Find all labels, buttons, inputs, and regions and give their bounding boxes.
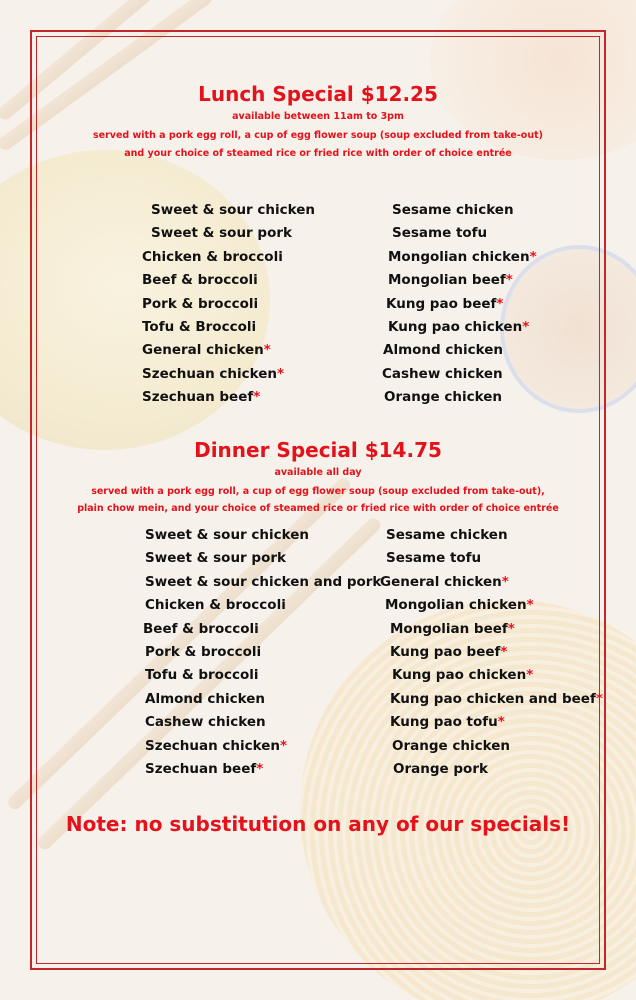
lunch-description-line1: served with a pork egg roll, a cup of egg flower soup (soup excluded from take-out) [93, 130, 543, 141]
spicy-star-marker: * [263, 342, 271, 359]
menu-item-name: Orange chicken [392, 737, 510, 754]
menu-item-name: Kung pao beef [390, 644, 501, 660]
menu-item-name: Kung pao tofu [390, 714, 498, 731]
dinner-menu-item [390, 621, 515, 637]
spicy-star-marker: * [500, 644, 508, 660]
menu-item-name: Mongolian chicken [388, 248, 530, 265]
lunch-menu-item [392, 202, 514, 218]
lunch-menu-item [142, 342, 271, 358]
menu-item-name: Kung pao beef [386, 295, 497, 312]
lunch-menu-item [142, 389, 260, 405]
menu-item-name: General chicken [380, 573, 502, 590]
menu-item-name: Sweet & sour chicken [145, 527, 310, 543]
menu-item-name: Orange pork [393, 761, 488, 777]
dinner-menu-item [145, 738, 287, 754]
lunch-menu-item [388, 319, 529, 335]
dinner-description-line1: served with a pork egg roll, a cup of egg flower soup (soup excluded from take-out), [91, 486, 545, 497]
lunch-description-line2: and your choice of steamed rice or fried rice with order of choice entrée [124, 148, 512, 159]
menu-item-name: Sweet & sour pork [145, 550, 286, 567]
dinner-menu-item [390, 691, 603, 707]
spicy-star-marker: * [497, 714, 505, 731]
menu-item-name: Sesame tofu [392, 225, 488, 242]
menu-item-name: Beef & broccoli [142, 272, 258, 289]
dinner-menu-item [392, 738, 510, 754]
dinner-menu-item [393, 761, 488, 777]
menu-item-name: Tofu & Broccoli [142, 319, 257, 335]
menu-item-name: Szechuan beef [142, 389, 254, 406]
menu-item-name: Szechuan chicken [142, 365, 278, 382]
menu-item-name: Beef & broccoli [143, 620, 259, 637]
menu-item-name: Kung pao chicken [388, 319, 523, 335]
menu-item-name: Mongolian beef [388, 272, 506, 289]
menu-item-name: Pork & broccoli [145, 644, 262, 660]
dinner-menu-item [390, 644, 507, 660]
menu-item-name: Cashew chicken [145, 714, 266, 731]
menu-item-name: Almond chicken [383, 342, 504, 359]
dinner-menu-item [145, 597, 286, 613]
dinner-title: Dinner Special $14.75 [194, 438, 442, 462]
lunch-menu-item [142, 296, 258, 312]
lunch-menu-item [392, 225, 487, 241]
menu-item-name: Cashew chicken [382, 365, 503, 382]
dinner-menu-item [145, 574, 381, 590]
spicy-star-marker: * [526, 597, 534, 614]
spicy-star-marker: * [501, 573, 509, 590]
dinner-menu-item [143, 621, 259, 637]
menu-item-name: Almond chicken [145, 690, 266, 707]
dinner-description-line2: plain chow mein, and your choice of steamed rice or fried rice with order of choice entrée [77, 503, 559, 514]
dinner-menu-item [392, 667, 533, 683]
menu-item-name: Sesame tofu [386, 550, 482, 567]
menu-item-name: Sesame chicken [386, 527, 508, 543]
spicy-star-marker: * [496, 295, 504, 312]
lunch-menu-item [388, 272, 513, 288]
lunch-menu-item [151, 225, 292, 241]
menu-item-name: General chicken [142, 342, 264, 359]
dinner-menu-item [145, 714, 266, 730]
lunch-menu-item [142, 249, 283, 265]
menu-item-name: Mongolian chicken [385, 597, 527, 614]
menu-item-name: Orange chicken [384, 389, 502, 406]
spicy-star-marker: * [526, 667, 534, 684]
dinner-menu-item [386, 550, 481, 566]
spicy-star-marker: * [529, 248, 537, 265]
menu-item-name: Mongolian beef [390, 620, 508, 637]
menu-item-name: Sweet & sour chicken and pork [145, 573, 382, 590]
menu-item-name: Pork & broccoli [142, 295, 259, 312]
menu-item-name: Chicken & broccoli [145, 597, 286, 614]
lunch-menu-item [151, 202, 315, 218]
dinner-menu-item [145, 761, 263, 777]
lunch-title: Lunch Special $12.25 [198, 82, 438, 106]
dinner-menu-item [390, 714, 505, 730]
lunch-menu-item [384, 389, 502, 405]
dinner-availability: available all day [274, 467, 362, 478]
spicy-star-marker: * [280, 737, 288, 754]
menu-item-name: Szechuan chicken [145, 737, 281, 754]
dinner-menu-item [145, 644, 261, 660]
dinner-menu-item [145, 667, 258, 683]
dinner-menu-item [145, 550, 286, 566]
menu-item-name: Chicken & broccoli [142, 248, 283, 265]
menu-item-name: Sweet & sour pork [151, 225, 292, 242]
menu-item-name: Szechuan beef [145, 761, 257, 777]
menu-item-name: Tofu & broccoli [145, 667, 259, 684]
dinner-menu-item [145, 527, 309, 543]
menu-item-name: Sweet & sour chicken [151, 202, 316, 218]
spicy-star-marker: * [277, 365, 285, 382]
spicy-star-marker: * [522, 319, 530, 335]
lunch-menu-item [388, 249, 537, 265]
dinner-menu-item [380, 574, 509, 590]
lunch-menu-item [142, 272, 258, 288]
spicy-star-marker: * [256, 761, 264, 777]
lunch-menu-item [142, 366, 284, 382]
spicy-star-marker: * [507, 620, 515, 637]
lunch-menu-item [382, 366, 503, 382]
menu-item-name: Kung pao chicken [392, 667, 527, 684]
menu-item-name: Kung pao chicken and beef [390, 690, 596, 707]
spicy-star-marker: * [253, 389, 261, 406]
spicy-star-marker: * [505, 272, 513, 289]
spicy-star-marker: * [595, 690, 603, 707]
lunch-menu-item [386, 296, 503, 312]
lunch-menu-item [142, 319, 256, 335]
lunch-availability: available between 11am to 3pm [232, 111, 404, 122]
substitution-note: Note: no substitution on any of our specials! [65, 812, 571, 836]
dinner-menu-item [385, 597, 534, 613]
menu-item-name: Sesame chicken [392, 202, 514, 218]
lunch-menu-item [383, 342, 503, 358]
dinner-menu-item [386, 527, 508, 543]
dinner-menu-item [145, 691, 265, 707]
